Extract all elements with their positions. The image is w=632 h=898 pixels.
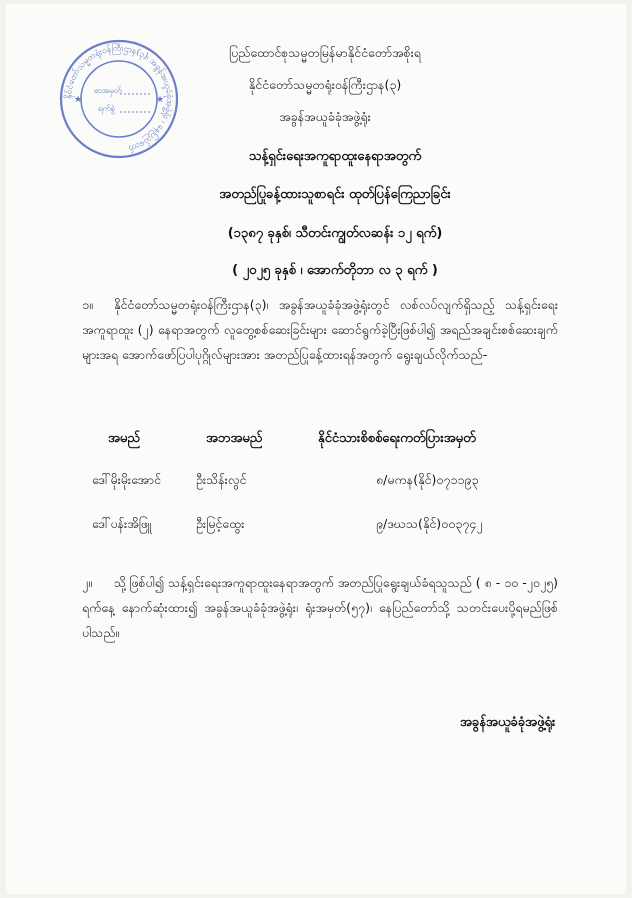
svg-text:ရက်စွဲ: ရက်စွဲ bbox=[98, 104, 115, 113]
table-row-1-name: ဒေါ်မိုးမိုးအောင် bbox=[92, 472, 161, 487]
paragraph-1 bbox=[82, 292, 558, 367]
table-row-1-father: ဦးသိန်းလွင် bbox=[196, 472, 247, 487]
table-header-name: အမည် bbox=[108, 431, 140, 446]
paragraph-2-number: ၂။ bbox=[82, 575, 92, 590]
title-date-myanmar: (၁၃၈၇ ခုနှစ်၊ သီတင်းကျွတ်လဆန်း ၁၂ ရက်) bbox=[227, 226, 443, 241]
table-row-1-nrc: ၈/မကန(နိုင်)၀၇၁၁၉၃ bbox=[376, 472, 479, 487]
table-header-father: အဘအမည် bbox=[206, 431, 263, 446]
title-position: သန့်ရှင်းရေးအကူရာထူးနေရာအတွက် bbox=[248, 149, 422, 164]
table-row-2-name: ဒေါ်ပန်းအိဖြူ bbox=[92, 516, 152, 531]
header-government: ပြည်ထောင်စုသမ္မတမြန်မာနိုင်ငံတော်အစိုးရ bbox=[229, 45, 421, 60]
paragraph-2-text: သို့ဖြစ်ပါ၍ သန့်ရှင်းရေးအကူရာထူးနေရာအတွက် အတည်ပြုရွေးချယ်ခံရသူသည် ( ၈ - ၁၀ -၂၀၂၅) ရက်နေ့ နောက်ဆုံးထား၍ အခွန်အယူခံခုံအဖွဲ့ရုံး၊ ရုံးအမှတ်(၅၇)၊ နေပြည်တော်သို့ သတင်းပေးပို့ရမည်ဖြစ်ပါသည်။ bbox=[82, 575, 558, 640]
svg-text:★: ★ bbox=[156, 95, 165, 105]
table-row-2-nrc: ၉/ဒဃသ(နိုင်)၀၀၃၇၄၂ bbox=[376, 516, 483, 531]
svg-text:★: ★ bbox=[74, 95, 83, 105]
official-seal bbox=[58, 38, 180, 160]
paragraph-2 bbox=[82, 570, 558, 645]
header-ministry: နိုင်ငံတော်သမ္မတရုံးဝန်ကြီးဌာန(၃) bbox=[248, 77, 402, 92]
title-date-gregorian: ( ၂၀၂၅ ခုနှစ် ၊ အောက်တိုဘာ လ ၃ ရက် ) bbox=[232, 263, 438, 278]
svg-text:စာအမှတ်: စာအမှတ် bbox=[94, 86, 122, 95]
table-header-nrc: နိုင်ငံသားစိစစ်ရေးကတ်ပြားအမှတ် bbox=[318, 431, 476, 446]
header-office: အခွန်အယူခံခုံအဖွဲ့ရုံး bbox=[279, 109, 371, 124]
paragraph-1-number: ၁။ bbox=[82, 297, 93, 312]
svg-text:နိုင်ငံတော်သမ္မတရုံးဝန်ကြီးဌာန: နိုင်ငံတော်သမ္မတရုံးဝန်ကြီးဌာန(၃)၊ အခွန်အယူခံခုံအဖွဲ့ရုံး ၊ နေပြည်တော် bbox=[63, 43, 175, 154]
title-announcement: အတည်ပြုခန့်ထားသူစာရင်း ထုတ်ပြန်ကြေညာခြင်း bbox=[219, 187, 451, 202]
table-row-2-father: ဦးမြင့်ထွေး bbox=[196, 516, 245, 531]
paragraph-1-text: နိုင်ငံတော်သမ္မတရုံးဝန်ကြီးဌာန(၃)၊ အခွန်အယူခံခုံအဖွဲ့ရုံးတွင် လစ်လပ်လျက်ရှိသည့် သန့်ရှင်းရေးအကူရာထူး (၂) နေရာအတွက် လူတွေ့စစ်ဆေးခြင်းများ ဆောင်ရွက်ခဲ့ပြီးဖြစ်ပါ၍ အရည်အချင်းစစ်ဆေးချက်များအရ အောက်ဖော်ပြပါပုဂ္ဂိုလ်များအား အတည်ပြုခန့်ထားရန်အတွက် ရွေးချယ်လိုက်သည်- bbox=[82, 297, 558, 362]
signature-office: အခွန်အယူခံခုံအဖွဲ့ရုံး bbox=[460, 715, 556, 730]
